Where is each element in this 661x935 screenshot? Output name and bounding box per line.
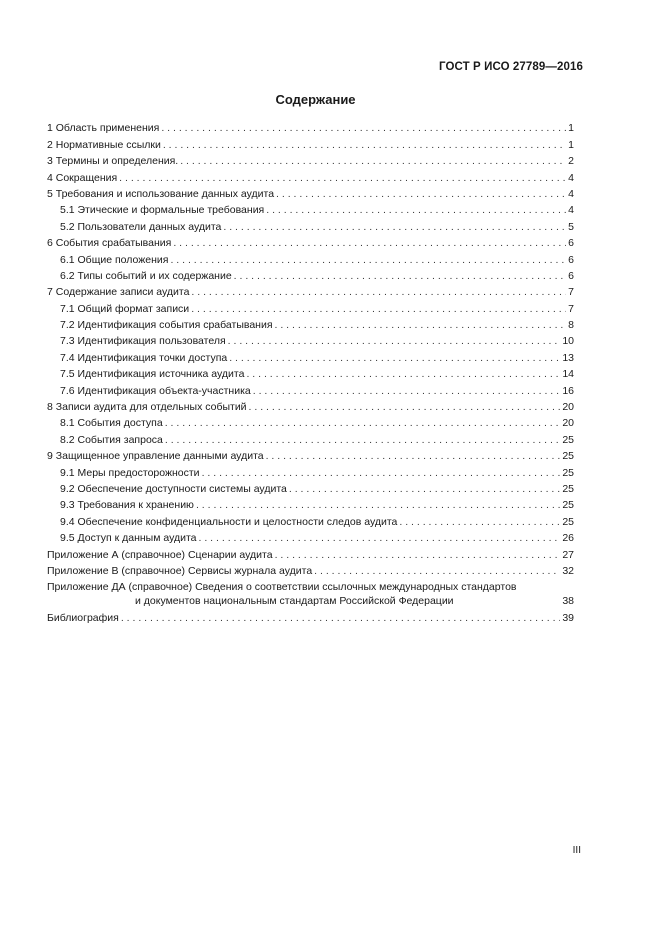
toc-leader-dots bbox=[191, 286, 566, 299]
toc-entry-page: 25 bbox=[562, 433, 574, 446]
toc-entry[interactable] bbox=[47, 250, 574, 266]
toc-entry[interactable] bbox=[47, 119, 574, 135]
toc-entry-page: 6 bbox=[568, 253, 574, 266]
toc-entry-title-line2: и документов национальным стандартам Российской Федерации bbox=[135, 595, 454, 608]
toc-entry-title: Приложение А (справочное) Сценарии аудита bbox=[47, 548, 273, 561]
toc-entry-title: Приложение В (справочное) Сервисы журнала аудита bbox=[47, 564, 313, 577]
toc-entry-title: 1 Область применения bbox=[47, 122, 160, 135]
toc-leader-dots bbox=[121, 612, 560, 625]
toc-entry-page: 20 bbox=[562, 401, 574, 414]
toc-entry-bibliography[interactable] bbox=[47, 608, 574, 624]
toc-entry[interactable] bbox=[47, 283, 574, 299]
toc-entry-appendix-da[interactable] bbox=[47, 581, 574, 608]
toc-entry[interactable] bbox=[47, 562, 574, 578]
toc-entry-page: 2 bbox=[568, 155, 574, 168]
toc-leader-dots bbox=[228, 335, 561, 348]
toc-entry-page: 25 bbox=[562, 466, 574, 479]
toc-entry-title: 5.2 Пользователи данных аудита bbox=[60, 220, 222, 233]
toc-entry-title-line1: Приложение ДА (справочное) Сведения о соответствии ссылочных международных стандартов bbox=[47, 581, 517, 594]
toc-leader-dots bbox=[196, 499, 560, 512]
table-of-contents bbox=[47, 119, 574, 625]
toc-entry[interactable] bbox=[47, 185, 574, 201]
page-number: III bbox=[572, 845, 581, 856]
toc-entry[interactable] bbox=[47, 217, 574, 233]
toc-entry-page: 8 bbox=[568, 319, 574, 332]
toc-leader-dots bbox=[275, 549, 561, 562]
toc-entry-title: 5 Требования и использование данных аудита bbox=[47, 187, 275, 200]
toc-entry[interactable] bbox=[47, 201, 574, 217]
toc-leader-dots bbox=[173, 237, 566, 250]
toc-title: Содержание bbox=[275, 92, 356, 107]
toc-leader-dots bbox=[253, 385, 561, 398]
toc-entry-title: 7.4 Идентификация точки доступа bbox=[60, 351, 228, 364]
toc-entry[interactable] bbox=[47, 496, 574, 512]
toc-leader-dots bbox=[191, 303, 566, 316]
toc-entry[interactable] bbox=[47, 168, 574, 184]
toc-entry-page: 1 bbox=[568, 122, 574, 135]
toc-entry-title: 9.1 Меры предосторожности bbox=[60, 466, 200, 479]
toc-entry[interactable] bbox=[47, 135, 574, 151]
toc-leader-dots bbox=[246, 368, 560, 381]
toc-entry[interactable] bbox=[47, 332, 574, 348]
toc-entry-page: 4 bbox=[568, 171, 574, 184]
toc-entry-title: 9.5 Доступ к данным аудита bbox=[60, 532, 197, 545]
toc-entry-page: 6 bbox=[568, 269, 574, 282]
toc-entry-page: 25 bbox=[562, 450, 574, 463]
toc-entry-title: 7.5 Идентификация источника аудита bbox=[60, 368, 245, 381]
toc-entry[interactable] bbox=[47, 267, 574, 283]
toc-entry-page: 1 bbox=[568, 138, 574, 151]
toc-entry[interactable] bbox=[47, 152, 574, 168]
toc-entry-title: 6.1 Общие положения bbox=[60, 253, 169, 266]
toc-entry-title: 2 Нормативные ссылки bbox=[47, 138, 161, 151]
toc-entry-title: 7 Содержание записи аудита bbox=[47, 286, 190, 299]
toc-entry-title: 8 Записи аудита для отдельных событий bbox=[47, 401, 247, 414]
toc-entry[interactable] bbox=[47, 365, 574, 381]
toc-leader-dots bbox=[266, 204, 566, 217]
toc-entry-title: 5.1 Этические и формальные требования bbox=[60, 204, 265, 217]
toc-entry-title: Библиография bbox=[47, 611, 119, 624]
toc-leader-dots bbox=[170, 254, 566, 267]
toc-entry[interactable] bbox=[47, 480, 574, 496]
toc-entry[interactable] bbox=[47, 545, 574, 561]
toc-entry-title: 7.3 Идентификация пользователя bbox=[60, 335, 226, 348]
toc-leader-dots bbox=[249, 401, 561, 414]
toc-entry-page: 7 bbox=[568, 286, 574, 299]
toc-entry-page: 10 bbox=[562, 335, 574, 348]
toc-leader-dots bbox=[229, 352, 560, 365]
toc-leader-dots bbox=[314, 565, 560, 578]
toc-leader-dots bbox=[275, 319, 567, 332]
toc-entry-title: 7.2 Идентификация события срабатывания bbox=[60, 319, 273, 332]
toc-leader-dots bbox=[199, 532, 561, 545]
toc-entry[interactable] bbox=[47, 348, 574, 364]
toc-entry-title: 6.2 Типы событий и их содержание bbox=[60, 269, 232, 282]
toc-entry[interactable] bbox=[47, 398, 574, 414]
toc-entry-title: 8.1 События доступа bbox=[60, 417, 163, 430]
toc-entry-page: 39 bbox=[562, 611, 574, 624]
toc-leader-dots bbox=[165, 417, 561, 430]
toc-entry[interactable] bbox=[47, 447, 574, 463]
toc-entry-title: 9.3 Требования к хранению bbox=[60, 499, 194, 512]
toc-entry[interactable] bbox=[47, 512, 574, 528]
toc-entry-page: 7 bbox=[568, 302, 574, 315]
toc-entry-page: 16 bbox=[562, 384, 574, 397]
toc-entry[interactable] bbox=[47, 299, 574, 315]
toc-leader-dots bbox=[119, 172, 566, 185]
toc-leader-dots bbox=[202, 467, 561, 480]
toc-entry[interactable] bbox=[47, 463, 574, 479]
toc-leader-dots bbox=[289, 483, 560, 496]
toc-entry-title: 3 Термины и определения. bbox=[47, 155, 179, 168]
toc-entry-page: 32 bbox=[562, 564, 574, 577]
toc-leader-dots bbox=[163, 139, 566, 152]
toc-leader-dots bbox=[165, 434, 560, 447]
toc-leader-dots bbox=[234, 270, 566, 283]
toc-leader-dots bbox=[223, 221, 566, 234]
toc-entry[interactable] bbox=[47, 234, 574, 250]
toc-entry-title: 7.1 Общий формат записи bbox=[60, 302, 190, 315]
toc-entry-page: 20 bbox=[562, 417, 574, 430]
toc-entry[interactable] bbox=[47, 430, 574, 446]
toc-entry-page: 25 bbox=[562, 499, 574, 512]
toc-entry-title: 7.6 Идентификация объекта-участника bbox=[60, 384, 251, 397]
toc-entry[interactable] bbox=[47, 381, 574, 397]
toc-entry-page: 27 bbox=[562, 548, 574, 561]
toc-leader-dots bbox=[399, 516, 560, 529]
toc-entry-page: 14 bbox=[562, 368, 574, 381]
toc-entry-page: 26 bbox=[562, 532, 574, 545]
toc-entry[interactable] bbox=[47, 414, 574, 430]
toc-entry-page: 38 bbox=[562, 595, 574, 608]
toc-leader-dots bbox=[180, 155, 566, 168]
toc-leader-dots bbox=[266, 450, 561, 463]
toc-leader-dots bbox=[276, 188, 566, 201]
toc-entry-title: 9.2 Обеспечение доступности системы аудита bbox=[60, 482, 287, 495]
toc-leader-dots bbox=[161, 122, 566, 135]
toc-entry[interactable] bbox=[47, 316, 574, 332]
toc-entry-title: 9 Защищенное управление данными аудита bbox=[47, 450, 264, 463]
toc-entry-page: 4 bbox=[568, 204, 574, 217]
toc-entry-title: 9.4 Обеспечение конфиденциальности и целостности следов аудита bbox=[60, 515, 398, 528]
toc-entry-page: 25 bbox=[562, 482, 574, 495]
toc-entry-page: 5 bbox=[568, 220, 574, 233]
toc-entry-title: 8.2 События запроса bbox=[60, 433, 163, 446]
toc-entry-title: 4 Сокращения bbox=[47, 171, 118, 184]
document-code: ГОСТ Р ИСО 27789—2016 bbox=[438, 61, 583, 73]
toc-entry-page: 4 bbox=[568, 187, 574, 200]
toc-entry-page: 6 bbox=[568, 237, 574, 250]
toc-entry-title: 6 События срабатывания bbox=[47, 237, 172, 250]
toc-entry-page: 25 bbox=[562, 515, 574, 528]
toc-entry[interactable] bbox=[47, 529, 574, 545]
toc-entry-page: 13 bbox=[562, 351, 574, 364]
